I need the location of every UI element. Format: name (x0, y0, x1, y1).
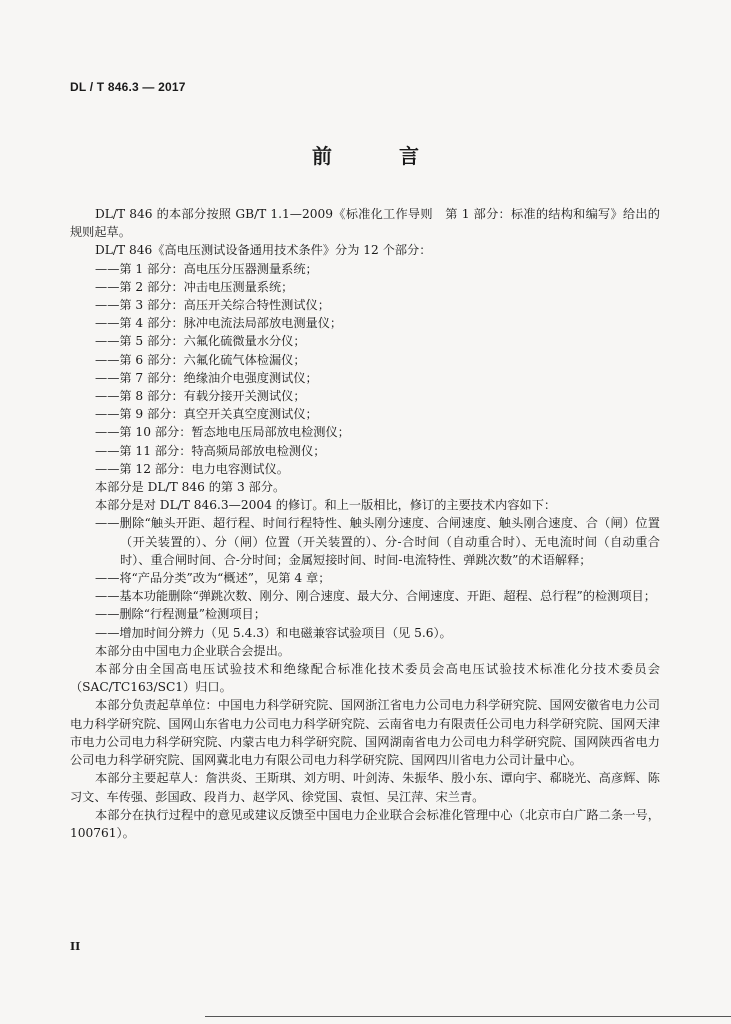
parts-list-item: ——第 1 部分：高电压分压器测量系统； (95, 261, 318, 276)
parts-list-item: ——第 7 部分：绝缘油介电强度测试仪； (95, 370, 318, 385)
parts-list-item: ——第 6 部分：六氟化硫气体检漏仪； (95, 352, 306, 367)
change-item: ——增加时间分辨力（见 5.4.3）和电磁兼容试验项目（见 5.6）。 (95, 625, 452, 640)
parts-list-item: ——第 12 部分：电力电容测试仪。 (95, 461, 289, 476)
parts-list-item: ——第 8 部分：有载分接开关测试仪； (95, 389, 306, 404)
parts-list-item: ——第 4 部分：脉冲电流法局部放电测量仪； (95, 316, 343, 331)
foreword-body (70, 205, 660, 842)
intro-paragraph-2: DL/T 846《高电压测试设备通用技术条件》分为 12 个部分： (95, 243, 432, 258)
section-title: 前 言 (312, 144, 449, 168)
intro-paragraph-1: DL/T 846 的本部分按照 GB/T 1.1—2009《标准化工作导则 第 1 部分：标准的结构和编写》给出的规则起草。 (70, 207, 660, 240)
change-item: ——将“产品分类”改为“概述”，见第 4 章； (95, 571, 331, 586)
proposed-by: 本部分由中国电力企业联合会提出。 (95, 643, 290, 658)
parts-list-item: ——第 9 部分：真空开关真空度测试仪； (95, 407, 318, 422)
part-statement: 本部分是 DL/T 846 的第 3 部分。 (95, 480, 286, 495)
document-id: DL / T 846.3 — 2017 (70, 80, 186, 94)
parts-list-item: ——第 10 部分：暂态地电压局部放电检测仪； (95, 425, 350, 440)
change-item: ——基本功能删除“弹跳次数、刚分、刚合速度、最大分、合闸速度、开距、超程、总行程”的检测项目； (95, 589, 656, 604)
parts-list-item: ——第 3 部分：高压开关综合特性测试仪； (95, 298, 330, 313)
drafters: 本部分主要起草人：詹洪炎、王斯琪、刘方明、叶剑涛、朱振华、殷小东、谭向宇、郗晓光、高彦辉、陈习文、车传强、彭国政、段肖力、赵学风、徐党国、袁恒、吴江萍、宋兰青。 (70, 771, 660, 804)
revision-intro: 本部分是对 DL/T 846.3—2004 的修订。和上一版相比，修订的主要技术内容如下： (95, 498, 557, 513)
drafting-units: 本部分负责起草单位：中国电力科学研究院、国网浙江省电力公司电力科学研究院、国网安徽省电力公司电力科学研究院、国网山东省电力公司电力科学研究院、云南省电力有限责任公司电力科学研究院、国网天津市电力公司电力科学研究院、内蒙古电力科学研究院、国网湖南省电力公司电力科学研究院、国网陕西省电力公司电力科学研究院、国网冀北电力有限公司电力科学研究院、国网四川省电力公司计量中心。 (70, 698, 660, 768)
change-item: ——删除“行程测量”检测项目； (95, 607, 266, 622)
scan-edge-line (205, 1016, 731, 1017)
jurisdiction: 本部分由全国高电压试验技术和绝缘配合标准化技术委员会高电压试验技术标准化分技术委员会（SAC/TC163/SC1）归口。 (70, 662, 660, 695)
page-number: II (70, 940, 81, 953)
parts-list-item: ——第 5 部分：六氟化硫微量水分仪； (95, 334, 306, 349)
change-item: ——删除“触头开距、超行程、时间行程特性、触头刚分速度、合闸速度、触头刚合速度、合（闸）位置（开关装置的）、分（闸）位置（开关装置的）、分-合时间（自动重合时）、无电流时间（自动重合时）、重合闸时间、合-分时间；金属短接时间、时间-电流特性、弹跳次数”的术语解释； (95, 516, 660, 567)
parts-list-item: ——第 11 部分：特高频局部放电检测仪； (95, 443, 326, 458)
feedback: 本部分在执行过程中的意见或建议反馈至中国电力企业联合会标准化管理中心（北京市白广路二条一号，100761）。 (70, 807, 660, 840)
parts-list-item: ——第 2 部分：冲击电压测量系统； (95, 279, 294, 294)
